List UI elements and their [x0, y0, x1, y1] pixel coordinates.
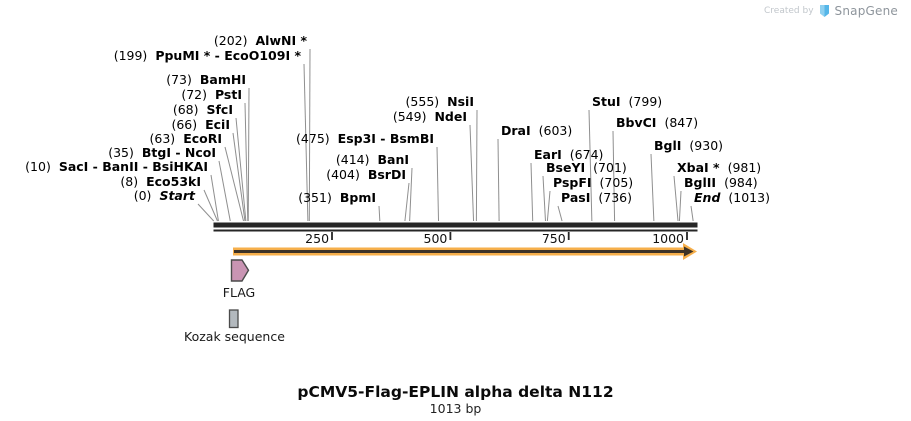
site-ecii-name: EciI [205, 117, 230, 132]
site-bseyi-label[interactable] [546, 161, 627, 175]
site-drai-position: (603) [538, 123, 573, 138]
site-ecii-position: (66) [171, 117, 198, 132]
site-bani-leader-line [410, 168, 412, 221]
site-btgi-ncoi-position: (35) [108, 145, 134, 160]
site-alwni-name: AlwNI * [255, 33, 307, 48]
site-nsii-leader-line [476, 110, 477, 221]
site-bamhi-name: BamHI [199, 72, 246, 87]
site-psti-name: PstI [214, 87, 242, 102]
site-pasi-position: (736) [598, 190, 632, 205]
site-bsrdi-label[interactable] [326, 168, 406, 182]
site-pspfi-label[interactable] [553, 176, 633, 190]
site-bbvci-name: BbvCI [616, 115, 657, 130]
site-saci-banii-bsihkai-name: SacI - BanII - BsiHKAI [58, 159, 208, 174]
site-esp3i-bsmbi-leader-line [437, 147, 439, 221]
site-bseyi-position: (701) [593, 160, 627, 175]
site-stui-name: StuI [592, 94, 621, 109]
site-pasi-label[interactable] [561, 191, 632, 205]
site-pspfi-position: (705) [599, 175, 634, 190]
site-btgi-ncoi-name: BtgI - NcoI [141, 145, 216, 160]
site-ecori-position: (63) [149, 131, 176, 146]
site-bbvci-position: (847) [664, 115, 699, 130]
site-bgli-position: (930) [689, 138, 724, 153]
site-stui-label[interactable] [592, 95, 662, 109]
site-ppumi-ecoo109i-position: (199) [113, 48, 148, 63]
site-bsrdi-name: BsrDI [367, 167, 406, 182]
site-esp3i-bsmbi-label[interactable] [296, 132, 434, 146]
orf-arrow-core-shaft [234, 250, 684, 253]
site-bgli-label[interactable] [654, 139, 723, 153]
ruler-tick-500 [450, 232, 452, 240]
site-bseyi-leader-line [543, 176, 545, 221]
site-eco53ki-position: (8) [120, 174, 139, 189]
site-esp3i-bsmbi-name: Esp3I - BsmBI [337, 131, 434, 146]
map-length: 1013 bp [429, 401, 482, 416]
site-pspfi-leader-line [547, 191, 550, 221]
site-bpmi-label[interactable] [298, 191, 376, 205]
site-bgli-name: BglI [654, 138, 682, 153]
ruler-ticks-group [331, 232, 688, 240]
site-bglii-label[interactable] [684, 176, 758, 190]
site-bsrdi-position: (404) [326, 167, 360, 182]
site-bpmi-name: BpmI [339, 190, 376, 205]
kozak-feature-label[interactable]: Kozak sequence [184, 329, 285, 344]
site-bpmi-position: (351) [298, 190, 332, 205]
site-drai-leader-line [498, 139, 499, 221]
created-by-text: Created by [764, 6, 814, 16]
site-alwni-position: (202) [213, 33, 248, 48]
site-bbvci-label[interactable] [616, 116, 698, 130]
map-title: pCMV5-Flag-EPLIN alpha delta N112 [297, 383, 614, 401]
site-psti-label[interactable] [181, 88, 242, 102]
site-xbai-leader-line [674, 176, 678, 221]
site-bseyi-name: BseYI [546, 160, 586, 175]
site-sfci-label[interactable] [173, 103, 233, 117]
ruler-tick-750 [568, 232, 570, 240]
site-bamhi-position: (73) [166, 72, 192, 87]
site-sfci-position: (68) [172, 102, 199, 117]
site-ecii-label[interactable] [171, 118, 230, 132]
site-ppumi-ecoo109i-label[interactable] [114, 49, 301, 63]
site-bglii-name: BglII [684, 175, 717, 190]
site-stui-position: (799) [628, 94, 663, 109]
sequence-bar [214, 223, 698, 228]
site-ndei-leader-line [470, 125, 474, 221]
site-btgi-ncoi-label[interactable] [108, 146, 216, 160]
site-eari-name: EarI [534, 147, 562, 162]
site-nsii-label[interactable] [406, 95, 474, 109]
site-bani-name: BanI [377, 152, 409, 167]
site-esp3i-bsmbi-position: (475) [296, 131, 330, 146]
site-xbai-position: (981) [727, 160, 762, 175]
site-ppumi-ecoo109i-name: PpuMI * - EcoO109I * [155, 48, 301, 63]
flag-feature-label[interactable]: FLAG [222, 285, 256, 300]
kozak-sequence-glyph[interactable] [230, 310, 239, 328]
ruler-label-1000: 1000 [652, 231, 684, 246]
site-end-name: End [694, 190, 721, 205]
site-drai-name: DraI [501, 123, 531, 138]
site-alwni-label[interactable] [214, 34, 307, 48]
site-ecori-label[interactable] [150, 132, 222, 146]
site-sfci-name: SfcI [206, 102, 233, 117]
site-bani-position: (414) [335, 152, 370, 167]
site-eari-leader-line [531, 163, 533, 221]
site-xbai-label[interactable] [677, 161, 761, 175]
ruler-tick-1000 [686, 232, 688, 240]
site-pasi-leader-line [558, 206, 562, 221]
site-drai-label[interactable] [501, 124, 572, 138]
site-psti-leader-line [245, 103, 248, 221]
orf-arrow[interactable] [233, 243, 697, 260]
site-eari-position: (674) [569, 147, 604, 162]
site-ndei-position: (549) [392, 109, 427, 124]
site-pasi-name: PasI [561, 190, 591, 205]
site-bgli-leader-line [651, 154, 654, 221]
site-pspfi-name: PspFI [553, 175, 592, 190]
site-btgi-ncoi-leader-line [219, 161, 230, 221]
site-end-label[interactable] [694, 191, 770, 205]
site-end-position: (1013) [728, 190, 770, 205]
site-start-label[interactable] [134, 189, 195, 203]
site-bglii-leader-line [679, 191, 681, 221]
site-bani-label[interactable] [336, 153, 409, 167]
site-bpmi-leader-line [379, 206, 380, 221]
site-saci-banii-bsihkai-position: (10) [25, 159, 51, 174]
site-ecori-name: EcoRI [183, 131, 222, 146]
ruler-label-250: 250 [305, 231, 330, 246]
site-bamhi-label[interactable] [166, 73, 246, 87]
site-bsrdi-leader-line [405, 183, 409, 221]
site-eco53ki-label[interactable] [120, 175, 201, 189]
site-end-leader-line [691, 206, 693, 221]
site-psti-position: (72) [181, 87, 207, 102]
site-bamhi-leader-line [248, 88, 249, 221]
sequence-bar-underline [214, 230, 698, 232]
site-xbai-name: XbaI * [677, 160, 720, 175]
site-start-position: (0) [133, 188, 152, 203]
snapgene-brand-text: SnapGene [834, 4, 898, 18]
ruler-label-750: 750 [541, 231, 566, 246]
site-start-name: Start [159, 188, 195, 203]
flag-tag-glyph[interactable] [232, 260, 249, 281]
site-ndei-label[interactable] [393, 110, 467, 124]
site-ndei-name: NdeI [434, 109, 467, 124]
ruler-tick-250 [331, 232, 333, 240]
site-eco53ki-name: Eco53kI [146, 174, 201, 189]
ruler-label-500: 500 [423, 231, 448, 246]
site-nsii-name: NsiI [447, 94, 474, 109]
site-bglii-position: (984) [724, 175, 758, 190]
site-saci-banii-bsihkai-label[interactable] [25, 160, 208, 174]
site-nsii-position: (555) [405, 94, 440, 109]
